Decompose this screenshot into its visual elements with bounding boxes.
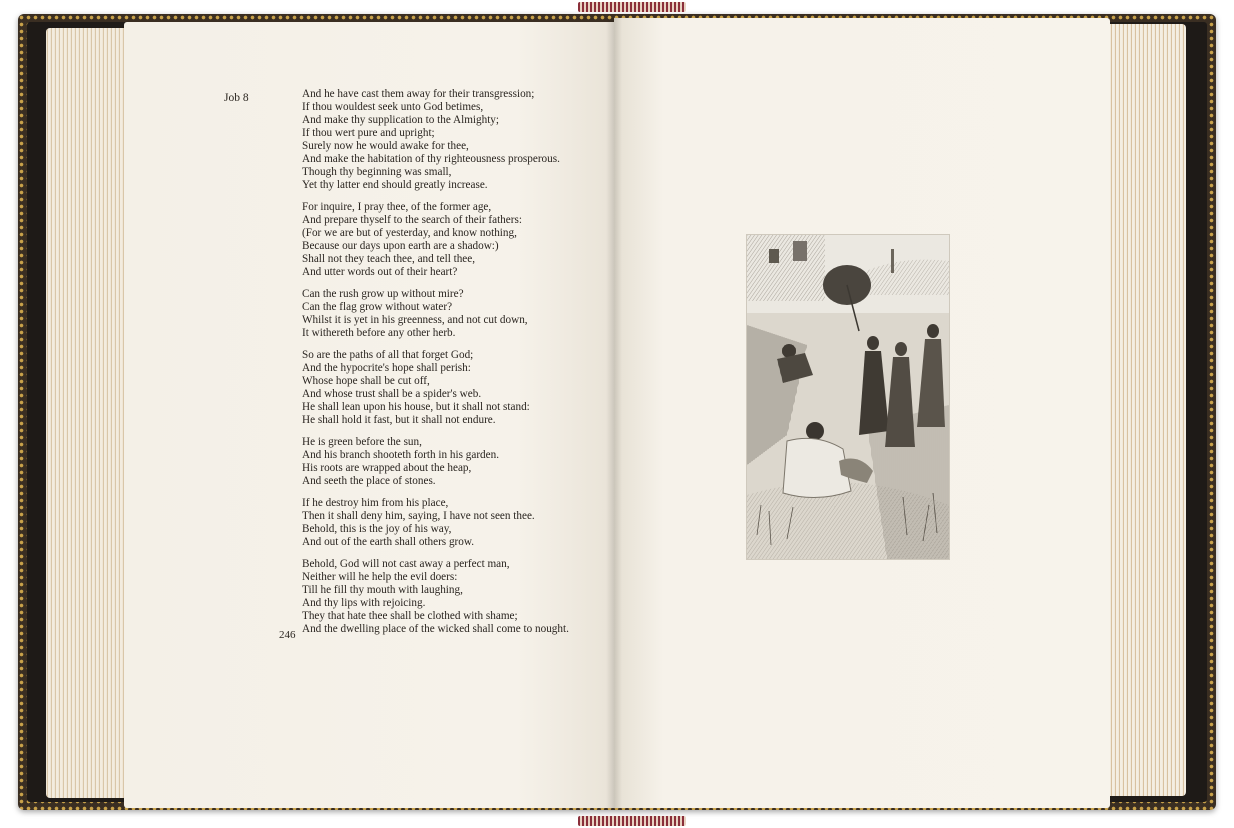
- verse-line: So are the paths of all that forget God;: [302, 349, 474, 361]
- right-page-edges: [1106, 24, 1186, 796]
- stanza: [302, 88, 592, 192]
- verse-line: Whose hope shall be cut off,: [302, 375, 430, 387]
- verse-line: And he have cast them away for their transgression;: [302, 88, 535, 100]
- engraving-illustration: [746, 234, 950, 560]
- verse-line: If he destroy him from his place,: [302, 497, 449, 509]
- verse-line: Till he fill thy mouth with laughing,: [302, 584, 463, 596]
- verse-line: And seeth the place of stones.: [302, 475, 436, 487]
- verse-line: And the dwelling place of the wicked shall come to nought.: [302, 623, 569, 635]
- verse-line: And make thy supplication to the Almighty;: [302, 114, 500, 126]
- left-page-edges: [46, 28, 130, 798]
- verse-line: Because our days upon earth are a shadow:): [302, 240, 499, 252]
- verse-line: His roots are wrapped about the heap,: [302, 462, 472, 474]
- verse-line: And thy lips with rejoicing.: [302, 597, 426, 609]
- verse-line: Behold, this is the joy of his way,: [302, 523, 452, 535]
- verse-line: It withereth before any other herb.: [302, 327, 456, 339]
- scripture-text: [302, 88, 592, 645]
- verse-line: And the hypocrite's hope shall perish:: [302, 362, 471, 374]
- verse-line: They that hate thee shall be clothed with shame;: [302, 610, 518, 622]
- verse-line: (For we are but of yesterday, and know nothing,: [302, 227, 517, 239]
- verse-line: Whilst it is yet in his greenness, and not cut down,: [302, 314, 528, 326]
- verse-line: And prepare thyself to the search of their fathers:: [302, 214, 522, 226]
- verse-line: If thou wouldest seek unto God betimes,: [302, 101, 484, 113]
- page-gutter: [606, 18, 622, 808]
- page-number: 246: [279, 629, 296, 641]
- verse-line: Behold, God will not cast away a perfect man,: [302, 558, 510, 570]
- verse-line: And utter words out of their heart?: [302, 266, 458, 278]
- verse-line: And make the habitation of thy righteousness prosperous.: [302, 153, 560, 165]
- stanza: [302, 201, 592, 279]
- stanza: [302, 497, 592, 549]
- verse-line: Shall not they teach thee, and tell thee,: [302, 253, 476, 265]
- verse-line: Neither will he help the evil doers:: [302, 571, 458, 583]
- verse-line: Though thy beginning was small,: [302, 166, 452, 178]
- verse-line: Yet thy latter end should greatly increase.: [302, 179, 488, 191]
- running-head: Job 8: [224, 92, 249, 104]
- verse-line: He shall lean upon his house, but it shall not stand:: [302, 401, 530, 413]
- verse-line: And his branch shooteth forth in his garden.: [302, 449, 499, 461]
- verse-line: Then it shall deny him, saying, I have not seen thee.: [302, 510, 535, 522]
- verse-line: Can the flag grow without water?: [302, 301, 453, 313]
- verse-line: He shall hold it fast, but it shall not endure.: [302, 414, 496, 426]
- verse-line: Can the rush grow up without mire?: [302, 288, 464, 300]
- verse-line: If thou wert pure and upright;: [302, 127, 435, 139]
- verse-line: And out of the earth shall others grow.: [302, 536, 475, 548]
- stanza: [302, 436, 592, 488]
- footband: [578, 816, 686, 826]
- stanza: [302, 349, 592, 427]
- stanza: [302, 558, 592, 636]
- verse-line: For inquire, I pray thee, of the former age,: [302, 201, 492, 213]
- headband: [578, 2, 686, 12]
- engraving-artwork: [747, 235, 949, 559]
- verse-line: And whose trust shall be a spider's web.: [302, 388, 482, 400]
- verse-line: Surely now he would awake for thee,: [302, 140, 469, 152]
- stanza: [302, 288, 592, 340]
- verse-line: He is green before the sun,: [302, 436, 422, 448]
